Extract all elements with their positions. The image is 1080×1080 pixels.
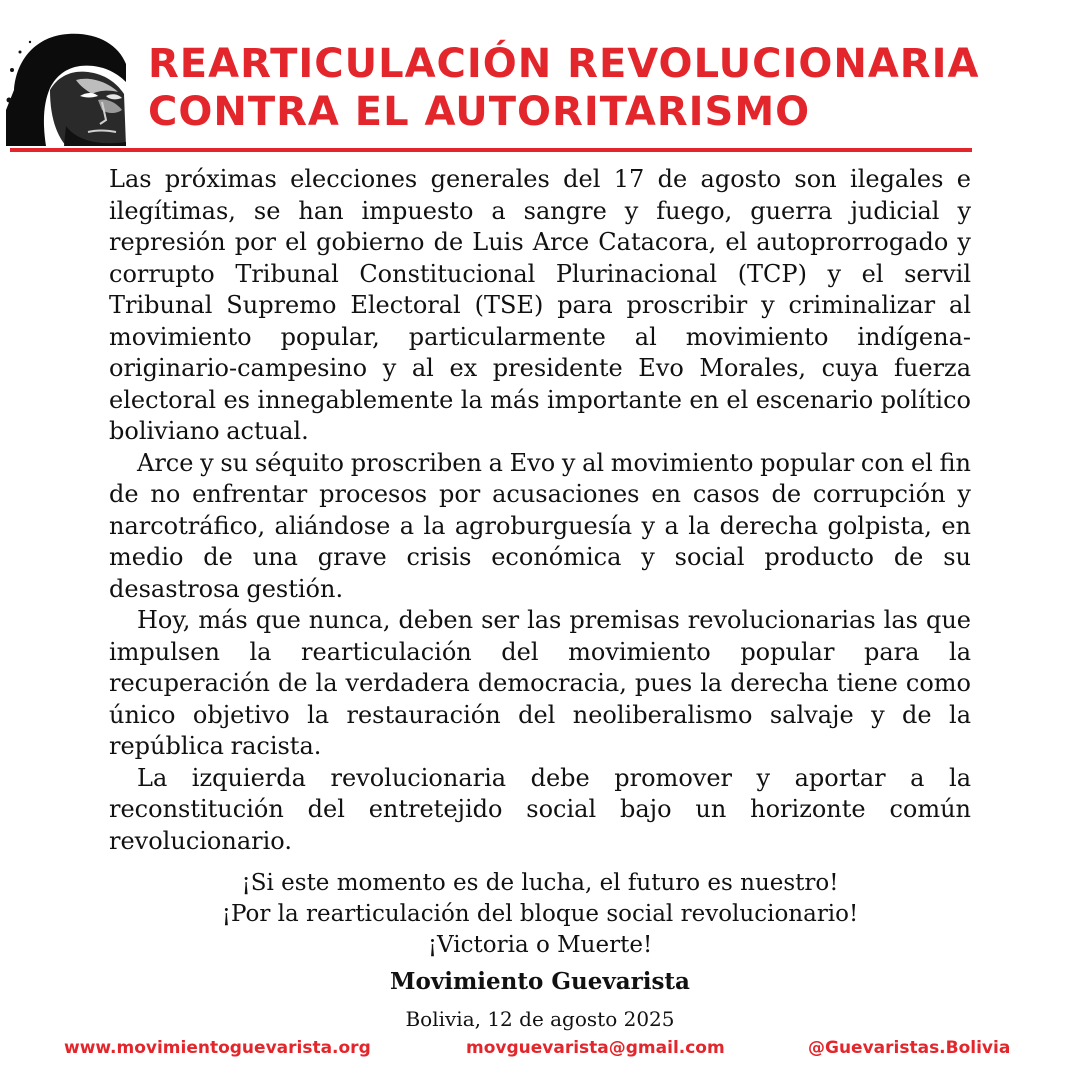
slogan-1: ¡Si este momento es de lucha, el futuro es nuestro! [241,870,839,896]
header-divider [10,148,972,152]
paragraph-1: Las próximas elecciones generales del 17 de agosto son ilegales e ilegítimas, se han impuesto a sangre y fuego, guerra judicial y represión por el gobierno de Luis Arce Catacora, el autoprorrogado y corrupto Tribunal Constitucional Plurinacional (TCP) y el servil Tribunal Supremo Electoral (TSE) para proscribir y criminalizar al movimiento popular, particularmente al movimiento indígena-originario-campesino y al ex presidente Evo Morales, cuya fuerza electoral es innegablemente la más importante en el escenario político boliviano actual. [109,165,971,445]
paragraph-3: Hoy, más que nunca, deben ser las premisas revolucionarias las que impulsen la rearticulación del movimiento popular para la recuperación de la verdadera democracia, pues la derecha tiene como único objetivo la restauración del neoliberalismo salvaje y de la república racista. [109,606,971,760]
title-line-2: CONTRA EL AUTORITARISMO [148,89,811,135]
statement-body [109,164,971,857]
page-title [148,40,979,136]
title-line-1: REARTICULACIÓN REVOLUCIONARIA [148,41,980,87]
slogans [109,868,971,961]
slogan-2: ¡Por la rearticulación del bloque social revolucionario! [221,901,859,927]
paragraph-4: La izquierda revolucionaria debe promover y aportar a la reconstitución del entretejido social bajo un horizonte común revolucionario. [109,763,971,855]
signature: Movimiento Guevarista [390,968,690,995]
footer-website-link[interactable]: www.movimientoguevarista.org [64,1038,371,1058]
slogan-3: ¡Victoria o Muerte! [427,932,653,958]
dateline: Bolivia, 12 de agosto 2025 [405,1007,675,1031]
che-guevara-portrait-icon [6,30,128,146]
footer-social-handle[interactable]: @Guevaristas.Bolivia [808,1038,1011,1058]
footer-email-link[interactable]: movguevarista@gmail.com [466,1038,725,1058]
paragraph-2: Arce y su séquito proscriben a Evo y al movimiento popular con el fin de no enfrentar procesos por acusaciones en casos de corrupción y narcotráfico, aliándose a la agroburguesía y a la derecha golpista, en medio de una grave crisis económica y social producto de su desastrosa gestión. [109,448,971,603]
